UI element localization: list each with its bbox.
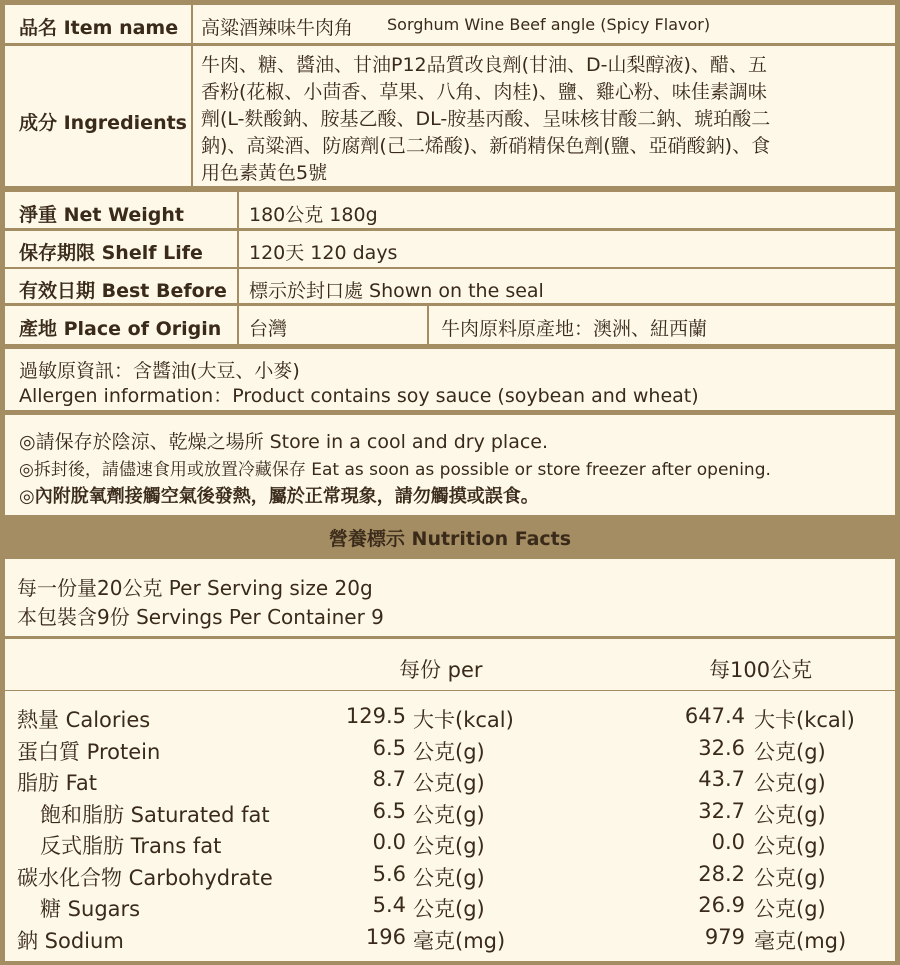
- note-item: ◎拆封後，請儘速食用或放置冷藏保存 Eat as soon as possible or store freezer after opening.: [19, 460, 771, 480]
- ingredients-line: 劑(L-麩酸鈉、胺基乙酸、DL-胺基丙酸、呈味核甘酸二鈉、琥珀酸二: [201, 108, 771, 130]
- per-100g-value: 43.7: [698, 767, 745, 791]
- divider: [237, 306, 239, 344]
- per-100g-unit: 公克(g): [754, 897, 826, 921]
- per-100g-value: 32.7: [698, 798, 745, 823]
- nutrient-name: 反式脂肪 Trans fat: [40, 834, 222, 858]
- per-100g-unit: 大卡(kcal): [754, 708, 855, 732]
- allergen-en: Allergen information：Product contains soy sauce (soybean and wheat): [19, 385, 699, 407]
- per-100g-unit: 毫克(mg): [754, 928, 847, 953]
- per-serving-value: 129.5: [345, 704, 406, 728]
- per-100g-unit: 公克(g): [754, 802, 826, 827]
- beef-origin-value: 牛肉原料原產地：澳洲、紐西蘭: [441, 318, 708, 340]
- per-serving-value: 6.5: [372, 798, 406, 823]
- per-serving-unit: 公克(g): [413, 802, 485, 827]
- per-serving-unit: 公克(g): [413, 897, 485, 921]
- divider: [237, 269, 239, 303]
- serving-size: 每一份量20公克 Per Serving size 20g: [17, 576, 373, 600]
- per-serving-unit: 公克(g): [413, 771, 485, 795]
- nutrient-name: 飽和脂肪 Saturated fat: [40, 802, 270, 827]
- nutrition-title: 營養標示 Nutrition Facts: [328, 528, 572, 550]
- servings-per-container: 本包裝含9份 Servings Per Container 9: [17, 605, 384, 629]
- ingredients-line: 牛肉、糖、醬油、甘油P12品質改良劑(甘油、D-山梨醇液)、醋、五: [201, 54, 767, 76]
- nutrient-name: 鈉 Sodium: [17, 928, 124, 953]
- nutrient-name: 脂肪 Fat: [17, 771, 97, 795]
- ingredients-line: 鈉)、高粱酒、防腐劑(己二烯酸)、新硝精保色劑(鹽、亞硝酸鈉)、食: [201, 135, 771, 157]
- item-name-label: 品名 Item name: [19, 17, 179, 39]
- allergen-zh: 過敏原資訊：含醬油(大豆、小麥): [19, 360, 300, 382]
- best-before-label: 有效日期 Best Before: [19, 280, 227, 302]
- per-100g-unit: 公克(g): [754, 739, 826, 764]
- note-item: ◎請保存於陰涼、乾燥之場所 Store in a cool and dry place.: [19, 431, 549, 453]
- per-serving-value: 6.5: [372, 735, 406, 760]
- origin-label: 產地 Place of Origin: [19, 318, 222, 340]
- header-divider: [5, 690, 895, 691]
- best-before-value: 標示於封口處 Shown on the seal: [249, 280, 544, 302]
- divider: [191, 5, 193, 43]
- note-item: ◎內附脫氧劑接觸空氣後發熱，屬於正常現象，請勿觸摸或誤食。: [19, 486, 539, 507]
- per-serving-value: 196: [365, 924, 406, 949]
- net-weight-value: 180公克 180g: [249, 204, 378, 226]
- shelf-life-label: 保存期限 Shelf Life: [19, 242, 203, 264]
- nutrient-name: 蛋白質 Protein: [17, 739, 161, 764]
- nutrient-name: 熱量 Calories: [17, 708, 151, 732]
- ingredients-text: [201, 52, 770, 187]
- per-100g-value: 28.2: [698, 861, 745, 886]
- per-serving-unit: 公克(g): [413, 865, 485, 890]
- per-100g-value: 32.6: [698, 735, 745, 760]
- ingredients-line: 用色素黃色5號: [201, 162, 328, 184]
- ingredients-line: 香粉(花椒、小茴香、草果、八角、肉桂)、鹽、雞心粉、味佳素調味: [201, 81, 767, 103]
- per-100g-value: 26.9: [698, 893, 745, 917]
- divider: [427, 306, 429, 344]
- divider: [237, 231, 239, 267]
- origin-value: 台灣: [249, 318, 288, 340]
- col-header-per-serving: 每份 per: [399, 658, 483, 682]
- per-100g-unit: 公克(g): [754, 865, 826, 890]
- divider: [237, 192, 239, 228]
- per-100g-unit: 公克(g): [754, 834, 826, 858]
- nutrient-name: 碳水化合物 Carbohydrate: [17, 865, 273, 890]
- per-100g-value: 647.4: [684, 704, 745, 728]
- per-serving-value: 5.6: [372, 861, 406, 886]
- per-100g-value: 0.0: [711, 830, 745, 854]
- per-100g-unit: 公克(g): [754, 771, 826, 795]
- per-serving-unit: 大卡(kcal): [413, 708, 514, 732]
- per-serving-value: 0.0: [372, 830, 406, 854]
- per-serving-unit: 毫克(mg): [413, 928, 506, 953]
- nutrient-name: 糖 Sugars: [40, 897, 141, 921]
- divider: [191, 46, 193, 186]
- ingredients-label: 成分 Ingredients: [19, 112, 187, 134]
- per-serving-value: 5.4: [372, 893, 406, 917]
- per-100g-value: 979: [704, 924, 745, 949]
- item-name-zh: 高粱酒辣味牛肉角: [201, 17, 354, 39]
- per-serving-value: 8.7: [372, 767, 406, 791]
- col-header-per-100g: 每100公克: [709, 658, 813, 682]
- net-weight-label: 淨重 Net Weight: [19, 204, 184, 226]
- per-serving-unit: 公克(g): [413, 739, 485, 764]
- shelf-life-value: 120天 120 days: [249, 242, 398, 264]
- per-serving-unit: 公克(g): [413, 834, 485, 858]
- item-name-en: Sorghum Wine Beef angle (Spicy Flavor): [387, 15, 711, 34]
